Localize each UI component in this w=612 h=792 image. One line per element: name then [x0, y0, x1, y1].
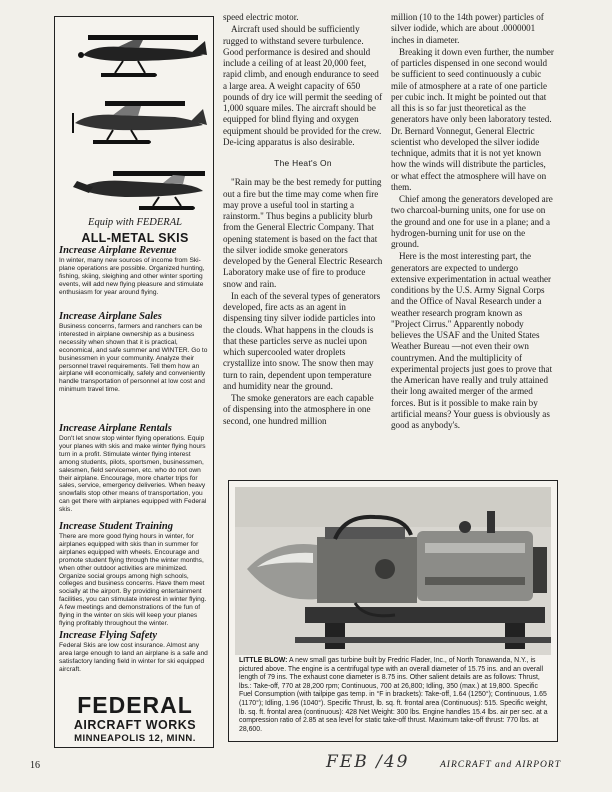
ad-section-body: In winter, many new sources of income from Ski-plane operations are possible. Organized hunting, fishing, skiing, sleighing and other winter sporting events, will add new flying pleasure and stimulate enthusiasm for year around flying.	[59, 257, 205, 296]
ad-section-body: Don't let snow stop winter flying operations. Equip your planes with skis and make winter flying hours turn in a profit. Stimulate winter flying interest among students, pilots, sportsmen, businessmen, salesmen, field servicemen, etc. who do not own their airplane. Encourage, more charter trips for sales, service, emergency deliveries. When heavy snowfalls stop other means of transportation, you can get there with airplanes equipped with Federal skis.	[59, 435, 207, 514]
ad-section-rentals	[59, 423, 211, 514]
ad-section-heading: Increase Student Training	[59, 521, 173, 532]
section-heading: The Heat's On	[274, 158, 332, 168]
ski-plane-illustration-3	[63, 157, 209, 213]
ad-section-safety	[59, 630, 211, 674]
ad-brand-name: FEDERAL	[77, 692, 193, 718]
ad-section-sales	[59, 311, 211, 394]
ad-section-training	[59, 521, 211, 628]
gas-turbine-photo-box	[228, 480, 558, 742]
magazine-name: AIRCRAFT and AIRPORT	[440, 760, 561, 770]
article-paragraph: Breaking it down even further, the number of particles dispensed in one second would be sufficient to seed continuously a cubic mile of atmosphere at a rate of one particle per cubic inch. It might be pointed out that all this is so far just theoretical as the generators have only been laboratory tested. Dr. Bernard Vonnegut, General Electric scientist who developed the silver iodide technique, admits that it is not yet known how the winds will distribute the particles, or what effect the atmosphere will have on them.	[391, 46, 554, 192]
article-paragraph: Here is the most interesting part, the generators are expected to undergo extensive experimentation in actual weather conditions by the U.S. Army Signal Corps and the Office of Naval Research under a weather research program known as "Project Cirrus." Apparently nobody believes the USAF and the United States Weather Bureau —not even their own countrymen. And the multiplicity of experimental projects just goes to prove that the American have really and truly attained their long awaited merger of the armed forces. But is it possible to make rain by artificial means? Your guess is obviously as good as anybody's.	[391, 251, 553, 430]
ad-section-body: Federal Skis are low cost insurance. Almost any area large enough to land an airplane is a safe and satisfactory landing field in winter for ski equipped aircraft.	[59, 642, 208, 673]
ad-section-heading: Increase Airplane Revenue	[59, 245, 177, 256]
article-column-1	[223, 12, 383, 428]
ad-section-body: Business concerns, farmers and ranchers can be interested in airplane ownership as a business necessity when shown that it is practical, economical, and safe summer and WINTER. Go to businessmen in your community. Analyze their personnel travel requirements. Tell them how an airplane will economically, safely and conveniently handle transportation of personnel at low cost and minimum travel time.	[59, 323, 208, 394]
ad-section-body: There are more good flying hours in winter, for airplanes equipped with skis than in summer for airplanes equipped with wheels. Encourage and promote student flying through the winter months, when other outdoor activities are minimized. Organize social groups among high schools, colleges and business concerns. Have them meet socially at the airport. By providing entertainment facilities, you can stimulate interest in winter flying. A few meetings and demonstrations of the fun of flying in the winter on skis will keep your planes flying profitably throughout the winter.	[59, 533, 207, 627]
ad-brand-city: MINNEAPOLIS 12, MINN.	[74, 733, 196, 744]
article-paragraph: million (10 to the 14th power) particles of silver iodide, which are about .0000001 inches in diameter.	[391, 12, 544, 45]
federal-skis-advertisement	[54, 16, 214, 748]
caption-text: A new small gas turbine built by Fredric Flader, Inc., of North Tonawanda, N.Y., is pictured above. The engine is a centrifugal type with an overall diameter of 15.75 ins. and an overall length of 79 ins. The exhaust cone diameter is 8.75 ins. Other salient details are as follows: Thrust, lbs.: Take-off, 770 at 28,200 rpm; Continuous, 700 at 26,800; Idling, 350 (max.) at 19,800. Specific Fuel Consumption (with tailpipe gas temp. in °F in brackets): Take-off, 1.64 (1250°); Continuous, 1.65 (1170°); Idling, 1.96 (1040°). Specific Thrust, lb. sq. ft. frontal area (Continuous): 515. Specific weight, lb. sq. ft. frontal area (continuous): 428 Net Weight: 300 lbs. Engine handles 15.4 lbs. air per sec. at a compression ratio of 2.85 at sea level for static take-off thrust. Maximum take-off thrust: 770 lbs. at 28,600.	[239, 657, 548, 733]
ad-section-heading: Increase Airplane Sales	[59, 311, 162, 322]
article-paragraph: speed electric motor.	[223, 12, 299, 22]
handwritten-date-note: FEB /49	[326, 752, 410, 772]
page-number: 16	[30, 760, 40, 771]
ad-title: ALL-METAL SKIS	[81, 231, 189, 245]
ad-section-revenue	[59, 245, 211, 297]
photo-caption	[239, 657, 551, 734]
ad-section-heading: Increase Flying Safety	[59, 630, 157, 641]
article-paragraph: Aircraft used should be sufficiently rugged to withstand severe turbulence. Good performance is desired and should include a ceiling of at least 20,000 feet, rapid climb, and enough endurance to seed a large area. A weight capacity of 650 pounds of dry ice will permit the seeding of 1,000 square miles. The aircraft should be equipped for blind flying and oxygen equipment should be provided for the crew. De-icing apparatus is also desirable.	[223, 24, 383, 147]
ad-section-heading: Increase Airplane Rentals	[59, 423, 172, 434]
gas-turbine-photo	[235, 487, 551, 655]
article-paragraph: Chief among the generators developed are two charcoal-burning units, one for use on the ground and one for use in a plane; and a hydrogen-burning unit for use on the ground.	[391, 194, 553, 249]
ski-plane-illustration-1	[63, 27, 209, 83]
article-paragraph: "Rain may be the best remedy for putting out a fire but the time may come when fire may prove a useful tool in starting a rainstorm." Thus begins a publicity blurb from the General Electric Company. That opening statement is based on the fact that the silver iodide smoke generators developed by the General Electric Research Laboratory make use of fire to produce snow and rain.	[223, 177, 383, 289]
caption-lead: LITTLE BLOW:	[239, 657, 288, 664]
article-paragraph: In each of the several types of generators developed, fire acts as an agent in dispensing tiny silver iodide particles into the clouds. What happens in the clouds is that these particles serve as nuclei upon which supercooled water droplets crystallize into snow. The snow then may turn to rain, dependent upon temperature and humidity near the ground.	[223, 290, 381, 391]
ski-plane-illustration-2	[63, 93, 209, 149]
article-column-2	[391, 12, 554, 432]
ad-brand-subtitle: AIRCRAFT WORKS	[73, 718, 197, 732]
article-paragraph: The smoke generators are each capable of dispensing into the atmosphere in one second, one hundred million	[223, 393, 374, 426]
ad-tagline: Equip with FEDERAL	[88, 217, 182, 228]
